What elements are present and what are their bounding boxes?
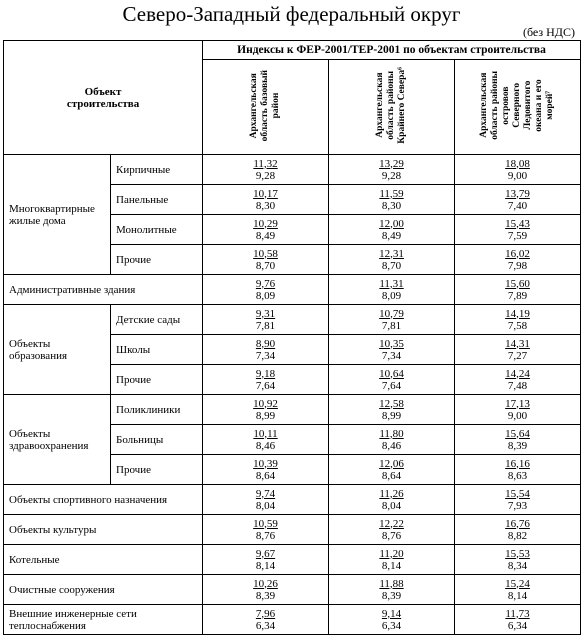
index-value-bottom: 7,40	[507, 199, 528, 212]
index-value-top: 10,26	[253, 577, 278, 590]
row-group-label: Котельные	[4, 545, 203, 575]
index-value-bottom: 7,98	[507, 259, 528, 272]
index-value-bottom: 7,59	[507, 229, 528, 242]
index-value-cell	[203, 455, 329, 485]
row-subtype-label: Поликлиники	[111, 395, 203, 425]
index-value-bottom: 7,58	[507, 319, 528, 332]
index-value-top: 10,92	[253, 397, 278, 410]
index-value-cell	[203, 245, 329, 275]
index-value-bottom: 8,09	[255, 289, 276, 302]
index-value-top: 8,90	[255, 337, 276, 350]
index-value-bottom: 8,76	[381, 529, 402, 542]
index-value-bottom: 9,28	[255, 169, 276, 182]
index-value-cell	[455, 605, 581, 635]
index-value-cell	[455, 365, 581, 395]
index-value-top: 9,74	[255, 487, 276, 500]
index-value-bottom: 8,14	[507, 589, 528, 602]
row-group-label: Объекты культуры	[4, 515, 203, 545]
index-value-bottom: 8,64	[381, 469, 402, 482]
index-value-cell	[329, 395, 455, 425]
index-value-cell	[329, 245, 455, 275]
index-value-bottom: 8,70	[255, 259, 276, 272]
index-value-bottom: 8,04	[381, 499, 402, 512]
index-value-bottom: 9,28	[381, 169, 402, 182]
index-value-top: 16,16	[505, 457, 530, 470]
header-indexes: Индексы к ФЕР-2001/ТЕР-2001 по объектам строительства	[203, 41, 581, 60]
index-value-top: 13,29	[379, 157, 404, 170]
index-value-bottom: 8,82	[507, 529, 528, 542]
header-col-islands	[455, 60, 581, 155]
index-value-cell	[455, 485, 581, 515]
row-group-label: Объекты образования	[4, 305, 111, 395]
index-value-cell	[203, 185, 329, 215]
index-value-bottom: 8,04	[255, 499, 276, 512]
index-value-bottom: 8,64	[255, 469, 276, 482]
index-value-cell	[455, 185, 581, 215]
index-value-top: 11,88	[379, 577, 404, 590]
index-value-cell	[203, 575, 329, 605]
row-group-label: Очистные сооружения	[4, 575, 203, 605]
index-value-top: 18,08	[505, 157, 530, 170]
index-value-top: 11,32	[253, 157, 278, 170]
index-value-bottom: 8,70	[381, 259, 402, 272]
index-value-cell	[329, 185, 455, 215]
index-value-top: 14,24	[505, 367, 530, 380]
header-col-islands-label: Архангельская область районы островов Северного Ледовитого океана и его морей⁷	[479, 71, 556, 140]
row-subtype-label: Прочие	[111, 455, 203, 485]
index-value-cell	[203, 605, 329, 635]
index-value-top: 11,59	[379, 187, 404, 200]
row-subtype-label: Прочие	[111, 365, 203, 395]
index-value-bottom: 8,76	[255, 529, 276, 542]
table-row	[4, 545, 581, 575]
index-value-top: 16,02	[505, 247, 530, 260]
index-value-bottom: 8,30	[255, 199, 276, 212]
index-value-bottom: 6,34	[381, 619, 402, 632]
index-value-top: 16,76	[505, 517, 530, 530]
header-col-north	[329, 60, 455, 155]
index-value-cell	[329, 215, 455, 245]
index-value-bottom: 7,34	[381, 349, 402, 362]
index-value-top: 15,54	[505, 487, 530, 500]
row-subtype-label: Больницы	[111, 425, 203, 455]
index-value-cell	[329, 335, 455, 365]
index-value-bottom: 8,63	[507, 469, 528, 482]
row-subtype-label: Кирпичные	[111, 155, 203, 185]
index-value-top: 15,24	[505, 577, 530, 590]
index-value-cell	[203, 545, 329, 575]
row-group-label: Внешние инженерные сети теплоснабжения	[4, 605, 203, 635]
index-value-top: 11,20	[379, 547, 404, 560]
index-value-top: 10,79	[379, 307, 404, 320]
index-table	[3, 40, 581, 635]
index-value-bottom: 8,14	[381, 559, 402, 572]
index-value-bottom: 8,39	[381, 589, 402, 602]
index-value-top: 14,31	[505, 337, 530, 350]
index-value-bottom: 8,14	[255, 559, 276, 572]
row-group-label: Многоквартирные жилые дома	[4, 155, 111, 275]
index-value-top: 9,31	[255, 307, 276, 320]
index-value-top: 10,39	[253, 457, 278, 470]
index-value-top: 10,35	[379, 337, 404, 350]
table-row	[4, 305, 581, 335]
index-value-top: 11,73	[505, 607, 530, 620]
index-value-bottom: 8,99	[255, 409, 276, 422]
index-value-bottom: 8,30	[381, 199, 402, 212]
index-value-bottom: 7,64	[381, 379, 402, 392]
header-object	[4, 41, 203, 155]
index-value-cell	[203, 305, 329, 335]
index-value-cell	[329, 155, 455, 185]
index-value-cell	[455, 305, 581, 335]
index-value-cell	[329, 305, 455, 335]
index-value-cell	[329, 425, 455, 455]
header-object-label: Объект строительства	[66, 85, 140, 110]
index-value-bottom: 8,39	[255, 589, 276, 602]
index-value-bottom: 8,99	[381, 409, 402, 422]
index-value-bottom: 6,34	[507, 619, 528, 632]
row-group-label: Административные здания	[4, 275, 203, 305]
index-value-cell	[203, 515, 329, 545]
index-value-top: 10,17	[253, 187, 278, 200]
index-value-cell	[455, 515, 581, 545]
index-value-top: 12,06	[379, 457, 404, 470]
row-subtype-label: Панельные	[111, 185, 203, 215]
index-value-top: 9,14	[381, 607, 402, 620]
index-value-top: 10,29	[253, 217, 278, 230]
index-value-top: 7,96	[255, 607, 276, 620]
index-value-cell	[455, 275, 581, 305]
index-value-cell	[455, 545, 581, 575]
index-value-bottom: 6,34	[255, 619, 276, 632]
index-value-cell	[203, 335, 329, 365]
index-value-cell	[455, 245, 581, 275]
row-subtype-label: Монолитные	[111, 215, 203, 245]
index-value-top: 10,11	[253, 427, 278, 440]
row-group-label: Объекты спортивного назначения	[4, 485, 203, 515]
row-subtype-label: Прочие	[111, 245, 203, 275]
index-value-cell	[455, 575, 581, 605]
index-value-bottom: 7,81	[255, 319, 276, 332]
index-value-bottom: 9,00	[507, 169, 528, 182]
row-subtype-label: Школы	[111, 335, 203, 365]
table-row	[4, 515, 581, 545]
index-value-cell	[329, 605, 455, 635]
index-value-bottom: 8,46	[381, 439, 402, 452]
index-value-bottom: 7,48	[507, 379, 528, 392]
index-value-top: 10,59	[253, 517, 278, 530]
index-value-top: 15,64	[505, 427, 530, 440]
index-value-top: 11,31	[379, 277, 404, 290]
header-col-north-label: Архангельская область районы Крайнего Севера⁶	[375, 67, 408, 144]
table-row	[4, 605, 581, 635]
index-value-top: 9,18	[255, 367, 276, 380]
index-value-cell	[455, 335, 581, 365]
header-col-base	[203, 60, 329, 155]
index-value-cell	[329, 485, 455, 515]
index-value-cell	[203, 215, 329, 245]
index-value-cell	[455, 155, 581, 185]
index-value-bottom: 7,81	[381, 319, 402, 332]
index-value-bottom: 8,46	[255, 439, 276, 452]
table-row	[4, 155, 581, 185]
index-value-cell	[455, 425, 581, 455]
index-value-top: 14,19	[505, 307, 530, 320]
index-value-cell	[203, 485, 329, 515]
index-value-bottom: 8,39	[507, 439, 528, 452]
index-value-top: 9,76	[255, 277, 276, 290]
table-row	[4, 575, 581, 605]
index-value-cell	[203, 155, 329, 185]
index-value-cell	[455, 215, 581, 245]
index-value-top: 9,67	[255, 547, 276, 560]
index-value-top: 15,60	[505, 277, 530, 290]
index-value-cell	[329, 545, 455, 575]
index-value-cell	[203, 275, 329, 305]
index-value-top: 15,43	[505, 217, 530, 230]
index-value-cell	[329, 455, 455, 485]
index-value-top: 10,64	[379, 367, 404, 380]
index-value-cell	[203, 395, 329, 425]
header-col-base-label: Архангельская область базовый район	[249, 69, 282, 142]
page-title: Северо-Западный федеральный округ	[122, 2, 461, 26]
index-value-bottom: 8,09	[381, 289, 402, 302]
index-value-bottom: 7,27	[507, 349, 528, 362]
index-value-cell	[329, 275, 455, 305]
index-value-cell	[203, 425, 329, 455]
index-value-bottom: 7,34	[255, 349, 276, 362]
index-value-bottom: 7,64	[255, 379, 276, 392]
index-value-cell	[455, 455, 581, 485]
row-group-label: Объекты здравоохранения	[4, 395, 111, 485]
index-value-top: 13,79	[505, 187, 530, 200]
table-row	[4, 275, 581, 305]
index-value-cell	[455, 395, 581, 425]
index-value-bottom: 8,49	[381, 229, 402, 242]
index-value-cell	[329, 365, 455, 395]
index-value-top: 12,00	[379, 217, 404, 230]
index-value-top: 12,22	[379, 517, 404, 530]
index-value-top: 10,58	[253, 247, 278, 260]
vat-note: (без НДС)	[522, 25, 575, 39]
table-row	[4, 485, 581, 515]
index-value-bottom: 8,34	[507, 559, 528, 572]
index-value-cell	[203, 365, 329, 395]
index-value-top: 15,53	[505, 547, 530, 560]
index-value-cell	[329, 515, 455, 545]
index-value-top: 11,80	[379, 427, 404, 440]
index-value-bottom: 7,93	[507, 499, 528, 512]
index-value-top: 17,13	[505, 397, 530, 410]
index-value-top: 12,58	[379, 397, 404, 410]
index-value-bottom: 9,00	[507, 409, 528, 422]
index-value-top: 11,26	[379, 487, 404, 500]
table-row	[4, 395, 581, 425]
index-value-bottom: 8,49	[255, 229, 276, 242]
index-value-top: 12,31	[379, 247, 404, 260]
index-value-bottom: 7,89	[507, 289, 528, 302]
index-value-cell	[329, 575, 455, 605]
row-subtype-label: Детские сады	[111, 305, 203, 335]
